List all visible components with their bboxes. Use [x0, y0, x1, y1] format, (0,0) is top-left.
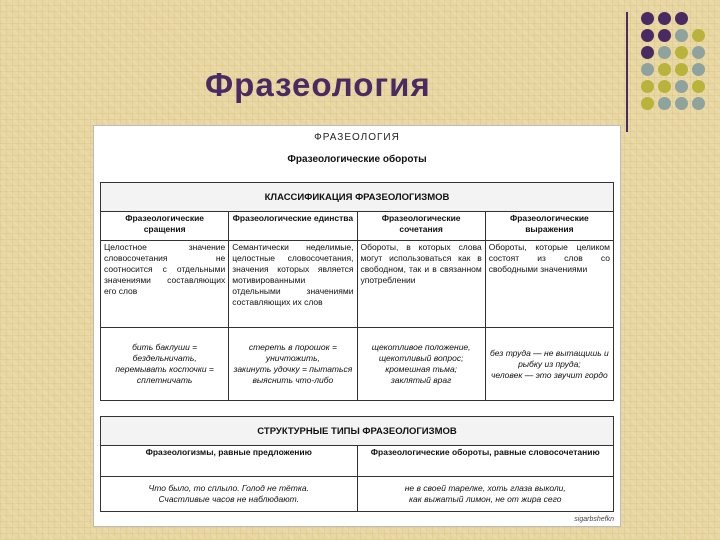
definition-splices: Целостное значение словосочетания не соотносится с отдельными значениями составляющих его слов: [101, 241, 229, 328]
document-title: ФРАЗЕОЛОГИЯ: [314, 132, 400, 143]
examples-splices: [101, 328, 229, 401]
decorative-dot: [641, 97, 654, 110]
decorative-dot: [675, 12, 688, 25]
decorative-dot: [641, 63, 654, 76]
decorative-dot: [692, 46, 705, 59]
classification-table: [100, 182, 614, 401]
definition-unities: Семантически неделимые, целостные словосочетания, значения которых является мотивированными отдельными значениями составляющих их слов: [229, 241, 357, 328]
decorative-vertical-line: [626, 12, 628, 132]
decorative-dot: [658, 97, 671, 110]
column-header-sentence-equivalent: Фразеологизмы, равные предложению: [101, 446, 358, 477]
examples-sentence-equivalent: [101, 477, 358, 512]
examples-phrase-equivalent: [357, 477, 614, 512]
definition-combinations: Обороты, в которых слова могут использоваться как в свободном, так и в связанном употреблении: [357, 241, 485, 328]
decorative-dot: [641, 12, 654, 25]
example-line: не в своей тарелке, хоть глаза выколи,: [404, 483, 566, 493]
column-header-combinations: Фразеологические сочетания: [357, 212, 485, 241]
example-line: перемывать косточки = сплетничать: [115, 364, 214, 385]
examples-unities: [229, 328, 357, 401]
decorative-dot: [692, 97, 705, 110]
scanned-table-document: [93, 125, 621, 527]
column-header-unities: Фразеологические единства: [229, 212, 357, 241]
decorative-dot: [675, 46, 688, 59]
definition-expressions: Обороты, которые целиком состоят из слов со свободными значениями: [485, 241, 613, 328]
example-line: Что было, то сплыло. Голод не тётка.: [148, 483, 309, 493]
decorative-dot: [692, 63, 705, 76]
decorative-dot: [658, 80, 671, 93]
decorative-dot: [675, 63, 688, 76]
decorative-dot: [658, 12, 671, 25]
column-header-expressions: Фразеологические выражения: [485, 212, 613, 241]
example-line: стереть в порошок = уничтожить,: [248, 342, 337, 363]
structural-types-table: [100, 416, 614, 512]
example-line: закинуть удочку = пытаться выяснить что-либо: [233, 364, 353, 385]
structural-types-header: СТРУКТУРНЫЕ ТИПЫ ФРАЗЕОЛОГИЗМОВ: [101, 417, 614, 446]
slide-title: Фразеология: [205, 66, 431, 103]
classification-header: КЛАССИФИКАЦИЯ ФРАЗЕОЛОГИЗМОВ: [101, 183, 614, 212]
example-line: кромешная тьма;: [385, 364, 458, 374]
example-line: заклятый враг: [390, 375, 452, 385]
decorative-dot: [675, 80, 688, 93]
decorative-dot: [641, 29, 654, 42]
example-line: человек — это звучит гордо: [491, 369, 608, 380]
example-line: бить баклуши = бездельничать,: [132, 342, 198, 363]
document-subtitle: Фразеологические обороты: [287, 154, 427, 165]
decorative-dot: [675, 29, 688, 42]
decorative-dot: [641, 80, 654, 93]
decorative-dot: [658, 63, 671, 76]
example-line: без труда — не вытащишь и рыбку из пруда;: [489, 347, 609, 369]
decorative-dot: [658, 46, 671, 59]
column-header-splices: Фразеологические сращения: [101, 212, 229, 241]
example-line: Счастливые часов не наблюдают.: [158, 494, 300, 504]
examples-combinations: [357, 328, 485, 401]
decorative-dot: [692, 80, 705, 93]
decorative-dot: [692, 29, 705, 42]
decorative-dot: [675, 97, 688, 110]
example-line: щекотливое положение, щекотливый вопрос;: [371, 342, 471, 363]
decorative-dot: [658, 29, 671, 42]
watermark-text: sigarbshefkn: [574, 516, 614, 523]
example-line: как выжатый лимон, не от жира сего: [409, 494, 562, 504]
column-header-phrase-equivalent: Фразеологические обороты, равные словосочетанию: [357, 446, 614, 477]
examples-expressions: [485, 328, 613, 401]
decorative-dot: [641, 46, 654, 59]
